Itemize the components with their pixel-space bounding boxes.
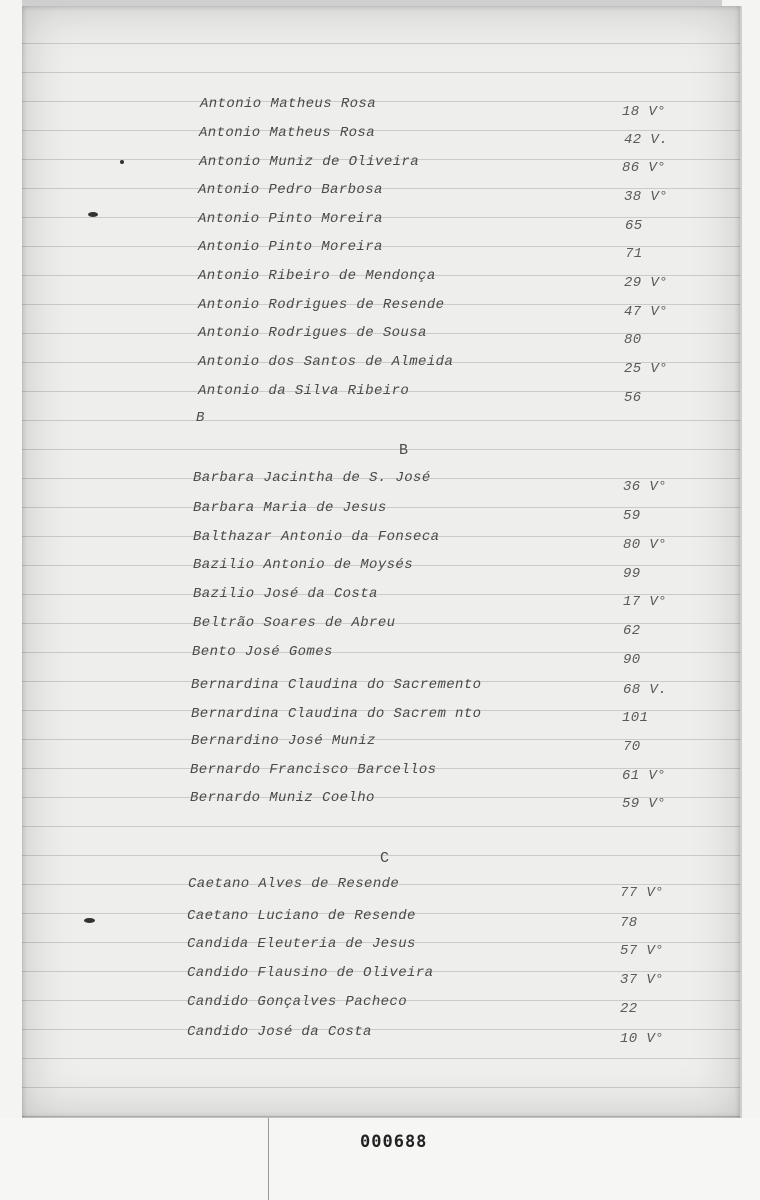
scan-footer: [0, 1118, 760, 1200]
entry-name: Barbara Maria de Jesus: [193, 500, 387, 516]
entry-page: 90: [623, 652, 641, 668]
ink-dot: [120, 160, 124, 164]
entry-name: Candido José da Costa: [187, 1024, 372, 1040]
entry-page: 77 V°: [620, 885, 665, 901]
entry-page: 70: [623, 739, 641, 755]
entry-name: Antonio Matheus Rosa: [200, 96, 377, 112]
entry-name: Antonio Pedro Barbosa: [198, 182, 383, 198]
entry-page: 42 V.: [624, 132, 669, 148]
entry-name: Antonio Pinto Moreira: [198, 239, 383, 255]
ink-mark: [88, 212, 98, 217]
entry-page: 62: [623, 623, 641, 639]
entry-name: Bernardino José Muniz: [191, 733, 376, 749]
entry-name: Antonio Matheus Rosa: [199, 125, 376, 141]
entry-page: 99: [623, 566, 641, 582]
section-letter-b: B: [399, 442, 409, 459]
entry-page: 36 V°: [623, 479, 668, 495]
entry-page: 86 V°: [622, 160, 667, 176]
entry-name: Balthazar Antonio da Fonseca: [193, 529, 440, 545]
entry-name: Beltrão Soares de Abreu: [193, 615, 396, 631]
entry-page: 68 V.: [623, 682, 668, 698]
entry-name: Bernardina Claudina do Sacremento: [191, 677, 482, 693]
entry-page: 22: [620, 1001, 638, 1017]
ink-mark: [84, 918, 95, 923]
entry-page: 25 V°: [624, 361, 669, 377]
entry-page: 71: [625, 246, 643, 262]
entry-name: Candida Eleuteria de Jesus: [187, 936, 416, 952]
footer-divider: [268, 1118, 269, 1200]
entry-page: 78: [620, 915, 638, 931]
entry-page: 57 V°: [620, 943, 665, 959]
entry-page: 59: [623, 508, 641, 524]
entry-name: Bazilio José da Costa: [193, 586, 378, 602]
entry-name: Caetano Alves de Resende: [188, 876, 400, 892]
entry-page: 38 V°: [624, 189, 669, 205]
entry-name: Bernardina Claudina do Sacrem nto: [191, 706, 482, 722]
entry-page: 59 V°: [622, 796, 667, 812]
entry-page: 65: [625, 218, 643, 234]
entry-name: Antonio Rodrigues de Resende: [198, 297, 445, 313]
entry-name: Antonio Pinto Moreira: [198, 211, 383, 227]
entry-name: Bazilio Antonio de Moysés: [193, 557, 414, 573]
entry-page: 37 V°: [620, 972, 665, 988]
entry-name: Bento José Gomes: [192, 644, 333, 660]
entry-name: Caetano Luciano de Resende: [187, 908, 416, 924]
entry-name: Candido Gonçalves Pacheco: [187, 994, 408, 1010]
entry-name: Antonio da Silva Ribeiro: [198, 383, 410, 399]
entry-page: 18 V°: [622, 104, 667, 120]
entry-page: 17 V°: [623, 594, 668, 610]
document-number: 000688: [360, 1132, 428, 1152]
entry-name: Barbara Jacintha de S. José: [193, 470, 431, 486]
entry-name: Antonio Rodrigues de Sousa: [198, 325, 427, 341]
entry-page: 61 V°: [622, 768, 667, 784]
entry-name: Bernardo Muniz Coelho: [190, 790, 375, 806]
stray-letter: B: [196, 410, 205, 426]
entry-name: Antonio dos Santos de Almeida: [198, 354, 454, 370]
entry-page: 80 V°: [623, 537, 668, 553]
section-letter-c: C: [380, 850, 390, 867]
entry-page: 101: [622, 710, 649, 726]
entry-name: Candido Flausino de Oliveira: [187, 965, 434, 981]
entry-page: 56: [624, 390, 642, 406]
entry-name: Antonio Ribeiro de Mendonça: [198, 268, 436, 284]
entry-page: 47 V°: [624, 304, 669, 320]
entry-page: 29 V°: [624, 275, 669, 291]
entry-page: 10 V°: [620, 1031, 665, 1047]
entry-page: 80: [624, 332, 642, 348]
entry-name: Bernardo Francisco Barcellos: [190, 762, 437, 778]
entry-name: Antonio Muniz de Oliveira: [199, 154, 420, 170]
